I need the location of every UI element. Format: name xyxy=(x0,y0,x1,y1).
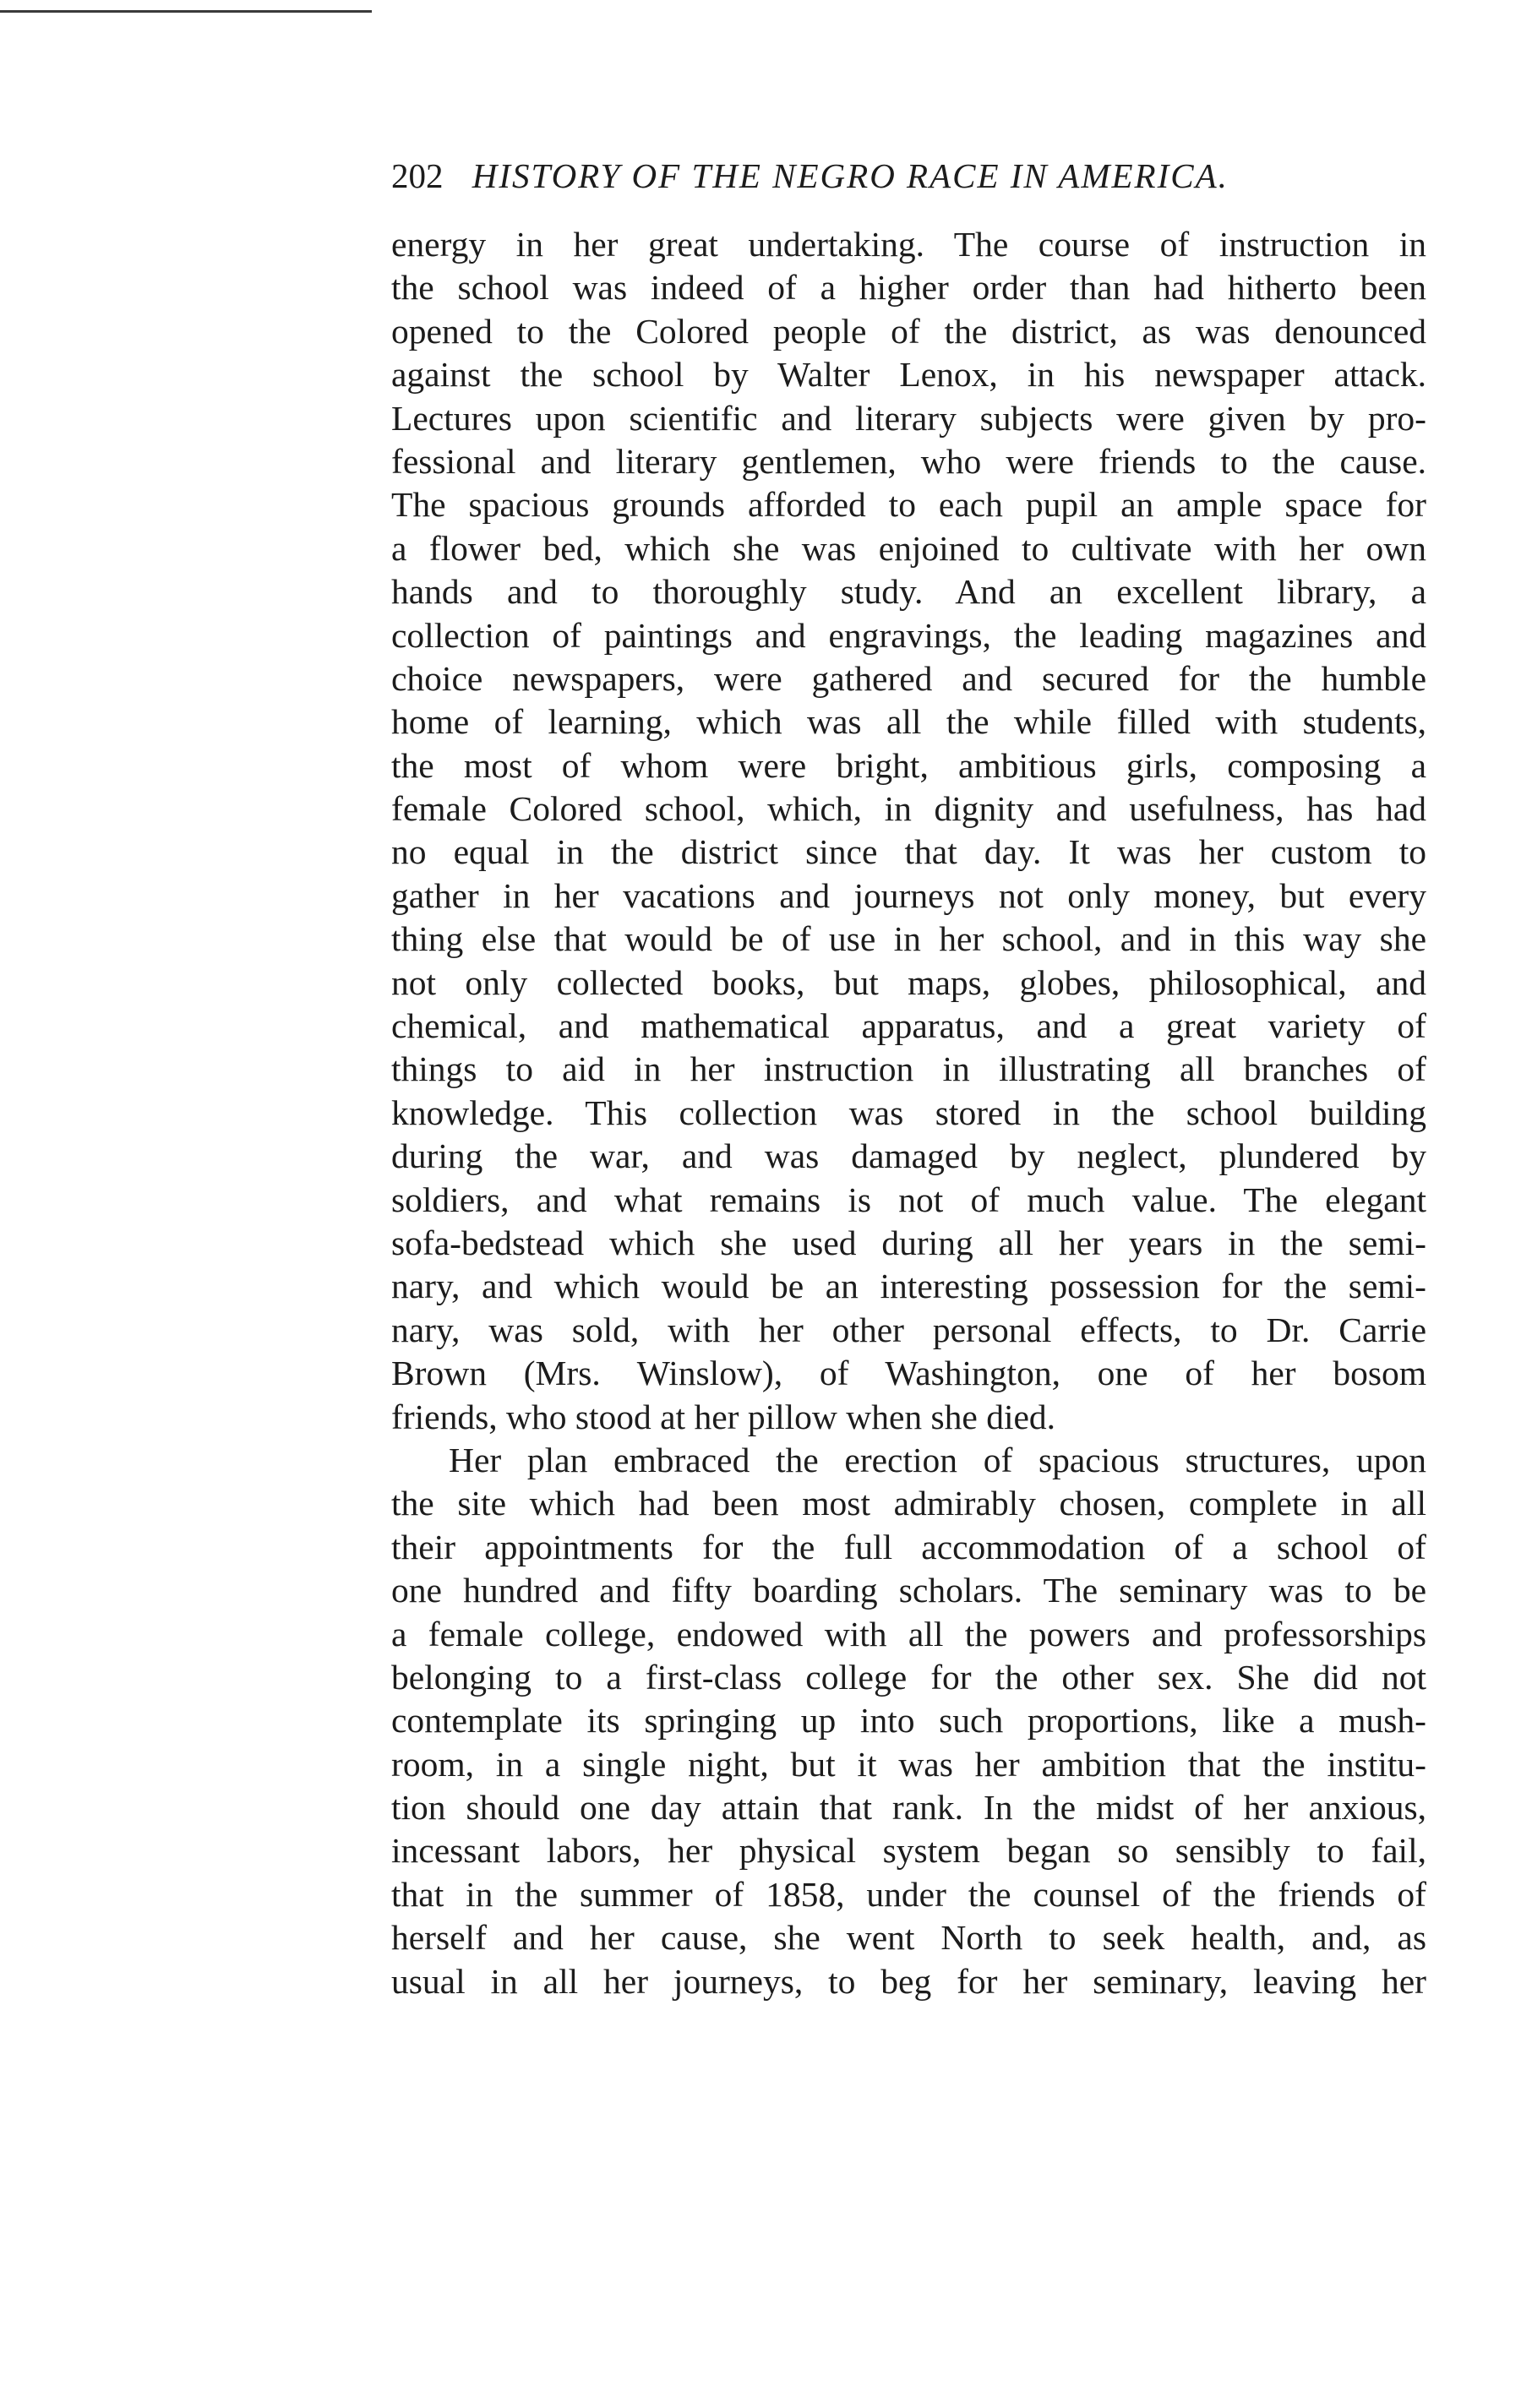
text-line: fessional and literary gentlemen, who were friends to the cause. xyxy=(391,441,1426,481)
text-line: knowledge. This collection was stored in the school building xyxy=(391,1092,1426,1132)
text-line: energy in her great undertaking. The course of instruction in xyxy=(391,225,1426,264)
text-line: no equal in the district since that day. It was her custom to xyxy=(391,832,1426,872)
paragraph xyxy=(391,1439,1426,2003)
text-line: soldiers, and what remains is not of much value. The elegant xyxy=(391,1179,1426,1219)
text-line: against the school by Walter Lenox, in his newspaper attack. xyxy=(391,355,1426,395)
text-line: that in the summer of 1858, under the counsel of the friends of xyxy=(391,1874,1426,1914)
text-line: incessant labors, her physical system began so sensibly to fail, xyxy=(391,1831,1426,1871)
text-line: the site which had been most admirably chosen, complete in all xyxy=(391,1484,1426,1523)
text-line: gather in her vacations and journeys not only money, but every xyxy=(391,875,1426,915)
text-line: friends, who stood at her pillow when she died. xyxy=(391,1397,1056,1436)
text-line: a female college, endowed with all the powers and professorships xyxy=(391,1614,1426,1653)
text-line: choice newspapers, were gathered and secured for the humble xyxy=(391,658,1426,698)
text-line: opened to the Colored people of the district, as was denounced xyxy=(391,311,1426,351)
text-line: The spacious grounds afforded to each pupil an ample space for xyxy=(391,485,1426,525)
text-line: thing else that would be of use in her school, and in this way she xyxy=(391,919,1426,959)
text-line: a flower bed, which she was enjoined to cultivate with her own xyxy=(391,528,1426,568)
paragraph xyxy=(391,223,1426,1439)
text-line: Lectures upon scientific and literary subjects were given by pro- xyxy=(391,398,1426,438)
text-line: female Colored school, which, in dignity and usefulness, has had xyxy=(391,789,1426,829)
body-text xyxy=(391,223,1426,2003)
text-line: room, in a single night, but it was her ambition that the institu- xyxy=(391,1744,1426,1784)
text-line: one hundred and fifty boarding scholars. The seminary was to be xyxy=(391,1571,1426,1610)
text-line: the school was indeed of a higher order than had hitherto been xyxy=(391,268,1426,308)
page-number: 202 xyxy=(391,156,444,195)
text-line: things to aid in her instruction in illustrating all branches of xyxy=(391,1049,1426,1089)
text-line: sofa-bedstead which she used during all her years in the semi- xyxy=(391,1223,1426,1262)
text-line: their appointments for the full accommodation of a school of xyxy=(391,1527,1426,1566)
running-title: HISTORY OF THE NEGRO RACE IN AMERICA. xyxy=(472,156,1229,195)
text-line: home of learning, which was all the while filled with students, xyxy=(391,702,1426,742)
text-line: during the war, and was damaged by neglect, plundered by xyxy=(391,1136,1426,1176)
text-line: the most of whom were bright, ambitious girls, composing a xyxy=(391,745,1426,785)
text-line: collection of paintings and engravings, the leading magazines and xyxy=(391,615,1426,655)
text-line: Her plan embraced the erection of spacious structures, upon xyxy=(449,1440,1426,1479)
running-head xyxy=(391,154,1426,198)
text-line: hands and to thoroughly study. And an excellent library, a xyxy=(391,572,1426,612)
text-line: Brown (Mrs. Winslow), of Washington, one of her bosom xyxy=(391,1354,1426,1393)
text-line: contemplate its springing up into such proportions, like a mush- xyxy=(391,1701,1426,1741)
text-line: usual in all her journeys, to beg for her seminary, leaving her xyxy=(391,1961,1426,2001)
text-line: belonging to a first-class college for the other sex. She did not xyxy=(391,1657,1426,1697)
text-line: herself and her cause, she went North to seek health, and, as xyxy=(391,1918,1426,1958)
text-line: not only collected books, but maps, globes, philosophical, and xyxy=(391,962,1426,1002)
text-line: chemical, and mathematical apparatus, and a great variety of xyxy=(391,1006,1426,1046)
text-line: nary, and which would be an interesting possession for the semi- xyxy=(391,1267,1426,1306)
text-line: nary, was sold, with her other personal effects, to Dr. Carrie xyxy=(391,1310,1426,1349)
text-line: tion should one day attain that rank. In the midst of her anxious, xyxy=(391,1788,1426,1828)
top-rule xyxy=(0,10,372,13)
